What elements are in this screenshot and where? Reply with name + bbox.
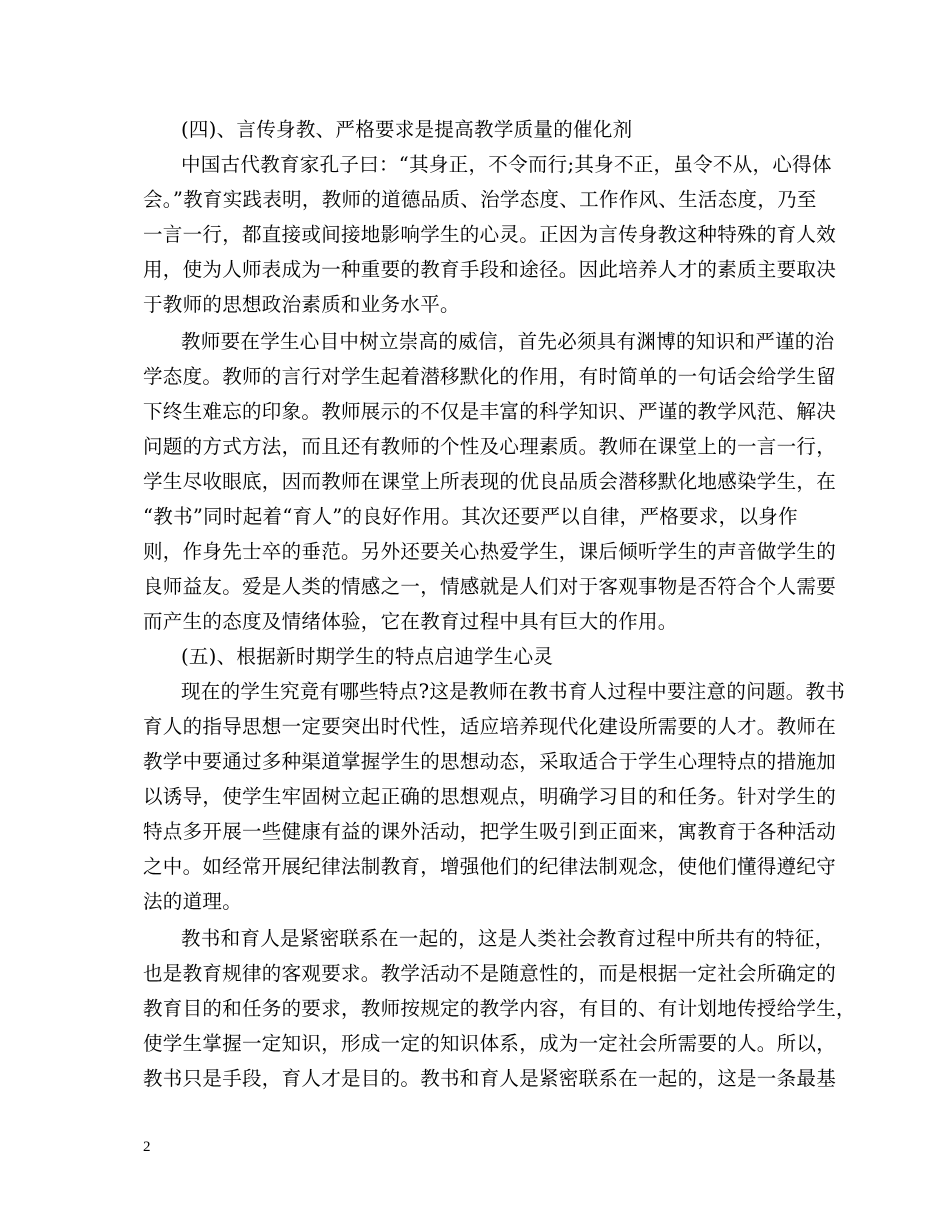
paragraph-line: 教师要在学生心目中树立崇高的威信，首先必须具有渊博的知识和严谨的治 — [181, 330, 835, 353]
paragraph-line: 现在的学生究竟有哪些特点?这是教师在教书育人过程中要注意的问题。教书 — [181, 680, 846, 703]
section-heading: (五)、根据新时期学生的特点启迪学生心灵 — [181, 645, 554, 668]
paragraph-line: 中国古代教育家孔子曰：“其身正，不令而行;其身不正，虽令不从，心得体 — [181, 153, 832, 176]
page-number: 2 — [143, 1139, 151, 1155]
paragraph-line: “教书”同时起着“育人”的良好作用。其次还要严以自律，严格要求，以身作 — [143, 505, 798, 528]
paragraph-line: 而产生的态度及情绪体验，它在教育过程中具有巨大的作用。 — [143, 610, 678, 633]
paragraph-line: 良师益友。爱是人类的情感之一，情感就是人们对于客观事物是否符合个人需要 — [143, 575, 837, 598]
paragraph-line: 教育目的和任务的要求，教师按规定的教学内容，有目的、有计划地传授给学生， — [143, 997, 856, 1020]
paragraph-line: 教书只是手段，育人才是目的。教书和育人是紧密联系在一起的，这是一条最基 — [143, 1067, 837, 1090]
paragraph-line: 则，作身先士卒的垂范。另外还要关心热爱学生，课后倾听学生的声音做学生的 — [143, 540, 837, 563]
paragraph-line: 之中。如经常开展纪律法制教育，增强他们的纪律法制观念，使他们懂得遵纪守 — [143, 855, 837, 878]
paragraph-line: 会。”教育实践表明，教师的道德品质、治学态度、工作作风、生活态度，乃至 — [143, 188, 817, 211]
paragraph-line: 于教师的思想政治素质和业务水平。 — [143, 293, 460, 316]
paragraph-line: 教学中要通过多种渠道掌握学生的思想动态，采取适合于学生心理特点的措施加 — [143, 750, 837, 773]
paragraph-line: 法的道理。 — [143, 890, 243, 913]
paragraph-line: 以诱导，使学生牢固树立起正确的思想观点，明确学习目的和任务。针对学生的 — [143, 785, 837, 808]
paragraph-line: 使学生掌握一定知识，形成一定的知识体系，成为一定社会所需要的人。所以， — [143, 1032, 837, 1055]
paragraph-line: 育人的指导思想一定要突出时代性，适应培养现代化建设所需要的人才。教师在 — [143, 715, 837, 738]
paragraph-line: 学生尽收眼底，因而教师在课堂上所表现的优良品质会潜移默化地感染学生，在 — [143, 470, 837, 493]
paragraph-line: 下终生难忘的印象。教师展示的不仅是丰富的科学知识、严谨的教学风范、解决 — [143, 400, 837, 423]
paragraph-line: 也是教育规律的客观要求。教学活动不是随意性的，而是根据一定社会所确定的 — [143, 962, 837, 985]
paragraph-line: 一言一行，都直接或间接地影响学生的心灵。正因为言传身教这种特殊的育人效 — [143, 223, 837, 246]
paragraph-line: 学态度。教师的言行对学生起着潜移默化的作用，有时简单的一句话会给学生留 — [143, 365, 837, 388]
paragraph-line: 问题的方式方法，而且还有教师的个性及心理素质。教师在课堂上的一言一行， — [143, 435, 837, 458]
paragraph-line: 特点多开展一些健康有益的课外活动，把学生吸引到正面来，寓教育于各种活动 — [143, 820, 837, 843]
paragraph-line: 用，使为人师表成为一种重要的教育手段和途径。因此培养人才的素质主要取决 — [143, 258, 837, 281]
paragraph-line: 教书和育人是紧密联系在一起的，这是人类社会教育过程中所共有的特征， — [181, 927, 835, 950]
section-heading: (四)、言传身教、严格要求是提高教学质量的催化剂 — [181, 118, 633, 141]
